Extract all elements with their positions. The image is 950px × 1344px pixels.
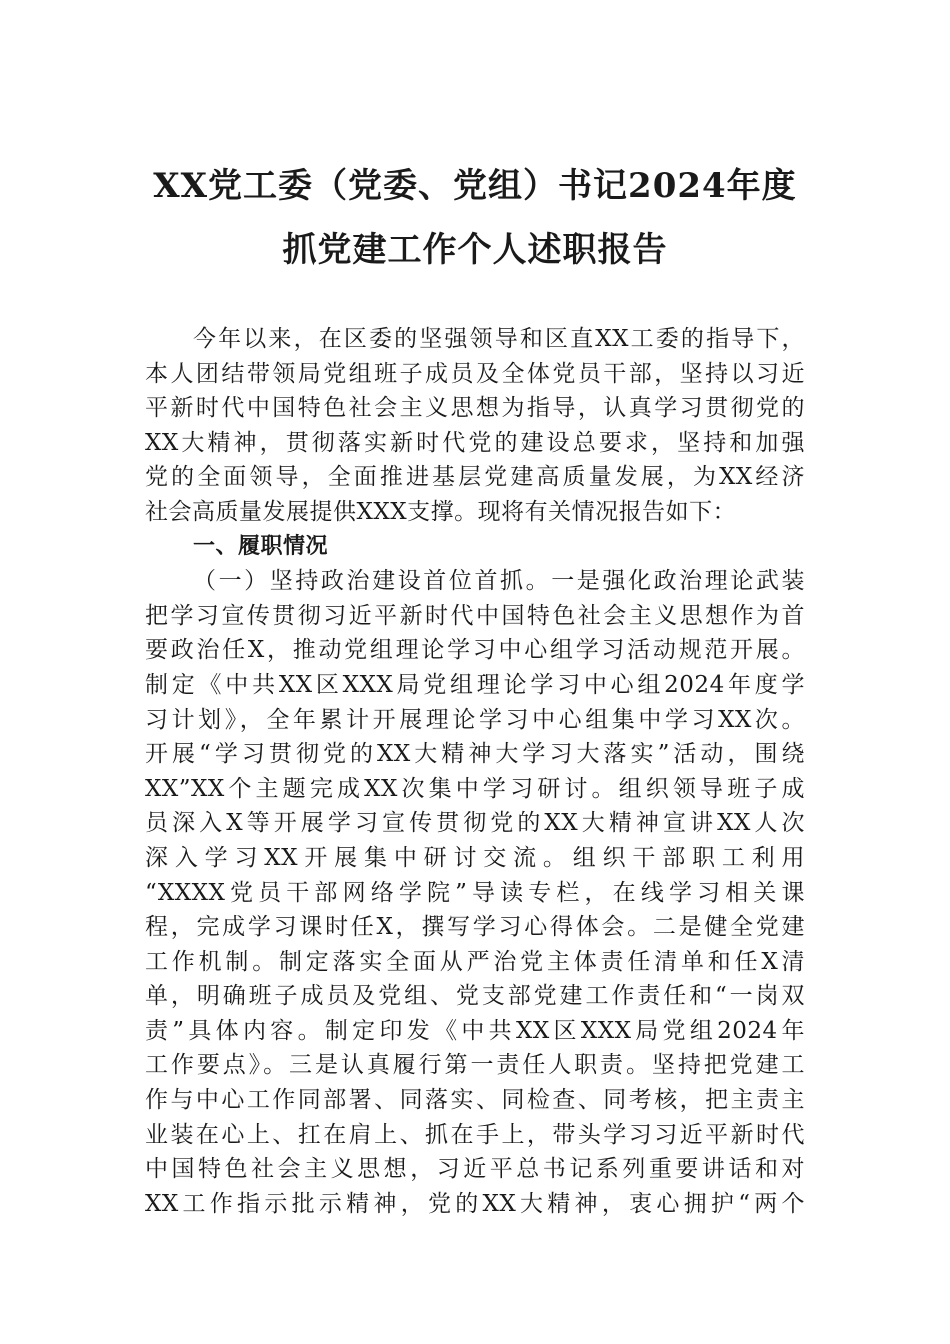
- paragraph-line: 责”具体内容。制定印发《中共XX区XXX局党组2024年: [145, 1017, 805, 1044]
- paragraph-line: “XXXX党员干部网络学院”导读专栏，在线学习相关课: [145, 879, 805, 906]
- paragraph-line: XX工作指示批示精神，党的XX大精神，衷心拥护“两个: [145, 1190, 805, 1217]
- paragraph-line: 今年以来，在区委的坚强领导和区直XX工委的指导下，: [193, 326, 805, 352]
- paragraph-line: 单，明确班子成员及党组、党支部党建工作责任和“一岗双: [145, 983, 805, 1010]
- section-heading: 一、履职情况: [193, 533, 329, 559]
- paragraph-line: XX”XX个主题完成XX次集中学习研讨。组织领导班子成: [145, 775, 805, 802]
- paragraph-line: 作与中心工作同部署、同落实、同检查、同考核，把主责主: [145, 1087, 805, 1114]
- paragraph-line: 程，完成学习课时任X，撰写学习心得体会。二是健全党建: [145, 914, 805, 941]
- document-body: [145, 322, 805, 1221]
- paragraph-line: 党的全面领导，全面推进基层党建高质量发展，为XX经济: [145, 464, 805, 491]
- paragraph-line: 平新时代中国特色社会主义思想为指导，认真学习贯彻党的: [145, 395, 805, 422]
- paragraph-line: 习计划》，全年累计开展理论学习中心组集中学习XX次。: [145, 706, 805, 733]
- paragraph-line: 社会高质量发展提供XXX支撑。现将有关情况报告如下：: [145, 498, 737, 525]
- paragraph-line: （一）坚持政治建设首位首抓。一是强化政治理论武装: [193, 568, 805, 595]
- document-title-line-1: XX党工委（党委、党组）书记2024年度: [153, 166, 797, 206]
- paragraph-line: 中国特色社会主义思想，习近平总书记系列重要讲话和对: [145, 1156, 805, 1183]
- paragraph-line: 员深入X等开展学习宣传贯彻党的XX大精神宣讲XX人次: [145, 810, 805, 837]
- paragraph-line: 深入学习XX开展集中研讨交流。组织干部职工利用: [145, 844, 805, 871]
- paragraph-line: 制定《中共XX区XXX局党组理论学习中心组2024年度学: [145, 671, 805, 698]
- document-title-line-2: 抓党建工作个人述职报告: [282, 230, 668, 270]
- paragraph-line: 业装在心上、扛在肩上、抓在手上，带头学习习近平新时代: [145, 1121, 805, 1148]
- paragraph-line: XX大精神，贯彻落实新时代党的建设总要求，坚持和加强: [145, 429, 805, 456]
- paragraph-line: 本人团结带领局党组班子成员及全体党员干部，坚持以习近: [145, 360, 805, 387]
- paragraph-line: 要政治任X，推动党组理论学习中心组学习活动规范开展。: [145, 637, 805, 664]
- paragraph-line: 把学习宣传贯彻习近平新时代中国特色社会主义思想作为首: [145, 602, 805, 629]
- paragraph-line: 开展“学习贯彻党的XX大精神大学习大落实”活动，围绕: [145, 741, 805, 768]
- paragraph-line: 工作机制。制定落实全面从严治党主体责任清单和任X清: [145, 948, 805, 975]
- paragraph-line: 工作要点》。三是认真履行第一责任人职责。坚持把党建工: [145, 1052, 805, 1079]
